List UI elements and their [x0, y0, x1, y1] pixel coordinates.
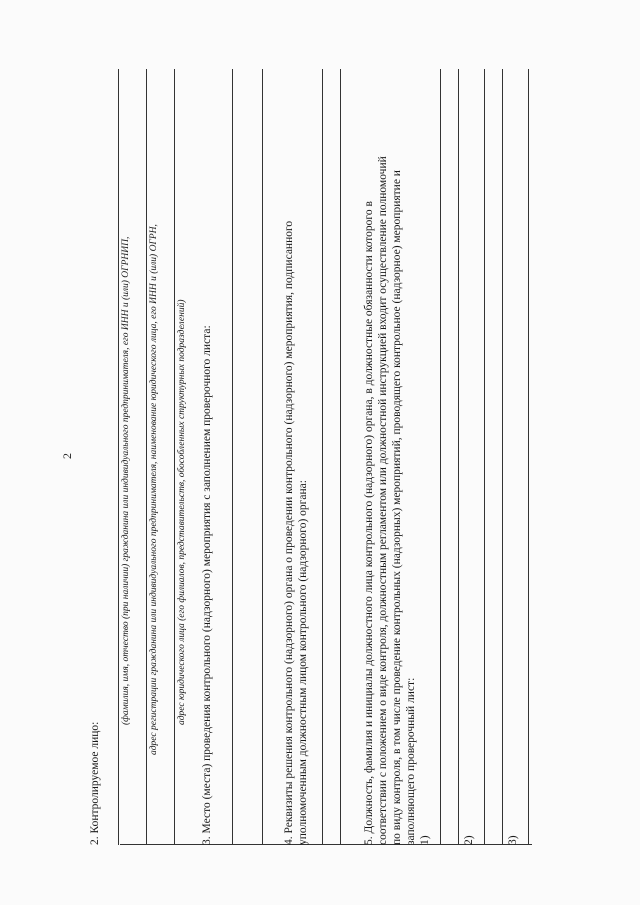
section5-text-4: заполняющего проверочный лист:	[405, 677, 417, 845]
section2-caption-1: (фамилия, имя, отчество (при наличии) гражданина или индивидуального предпринимателя, его ИНН и (или) ОГРНИП,	[121, 236, 131, 725]
section3-title: 3. Место (места) проведения контрольного (надзорного) мероприятия с заполнением проверочного листа:	[201, 325, 213, 845]
section4-line-2	[340, 69, 341, 845]
section4-line-1	[322, 69, 323, 845]
section2-title: 2. Контролируемое лицо:	[89, 721, 101, 845]
section5-line-3	[484, 69, 485, 845]
section4-text-1: 4. Реквизиты решения контрольного (надзорного) органа о проведении контрольного (надзорного) мероприятия, подписанного	[283, 220, 295, 845]
section5-item-1: 1)	[419, 835, 431, 845]
section2-caption-2: адрес регистрации гражданина или индивидуального предпринимателя, наименование юридического лица, его ИНН и (или) ОГРН,	[149, 224, 159, 755]
section5-line-5	[528, 69, 529, 845]
section4-text-2: уполномоченным должностным лицом контрольного (надзорного) органа:	[297, 480, 309, 845]
section5-line-1	[440, 69, 441, 845]
section5-line-4	[502, 69, 503, 845]
section5-text-2: соответствии с положением о виде контроля, должностным регламентом или должностной инструкцией входит осуществление полномочий	[377, 156, 389, 845]
section2-line-1	[118, 69, 119, 845]
section5-text-3: по виду контроля, в том числе проведение контрольных (надзорных) мероприятий, проводящего контрольное (надзорное) мероприятие и	[391, 170, 403, 845]
section2-line-2	[146, 69, 147, 845]
section5-item-2: 2)	[463, 835, 475, 845]
section3-line-2	[262, 69, 263, 845]
section5-item-3: 3)	[507, 835, 519, 845]
page-number: 2	[60, 453, 74, 459]
section5-line-2	[458, 69, 459, 845]
section5-text-1: 5. Должность, фамилия и инициалы должностного лица контрольного (надзорного) органа, в должностные обязанности которого в	[363, 201, 375, 845]
section3-line-1	[232, 69, 233, 845]
section2-caption-3: адрес юридического лица (его филиалов, представительств, обособленных структурных подразделений)	[177, 299, 187, 725]
section2-line-3	[174, 69, 175, 845]
